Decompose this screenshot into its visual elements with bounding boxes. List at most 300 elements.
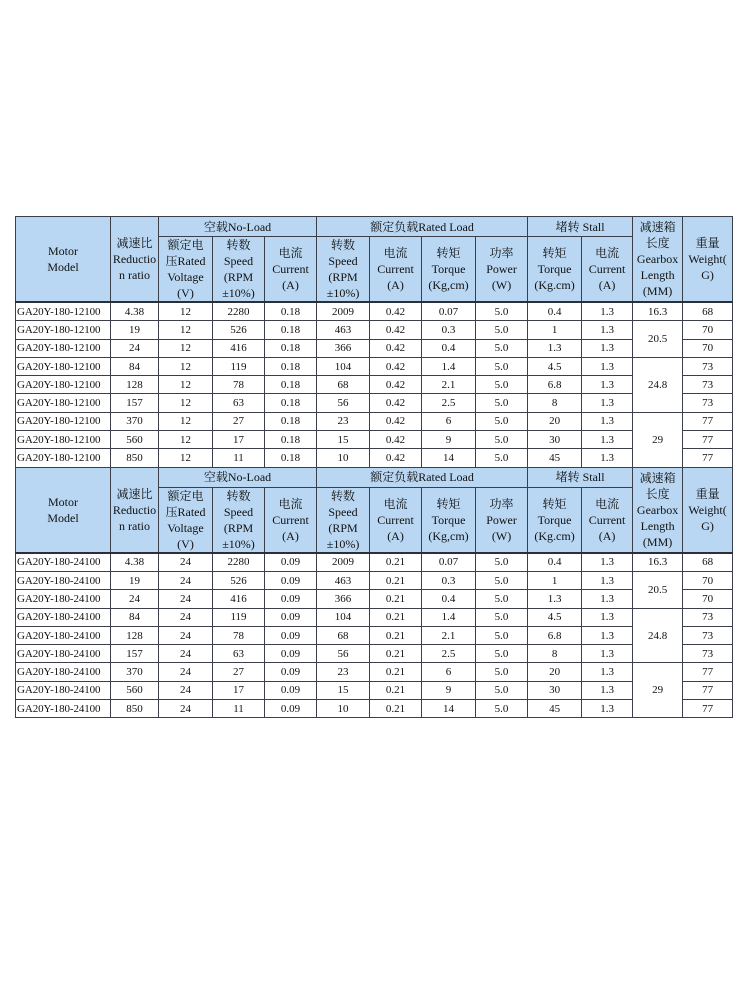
cell-rated-voltage: 24 <box>159 571 213 589</box>
col-header-rated-current <box>370 487 422 553</box>
col-header-reduction-ratio-line: Reductio <box>112 502 157 517</box>
cell-noload-speed: 119 <box>213 608 265 626</box>
cell-stall-torque: 4.5 <box>528 608 582 626</box>
cell-noload-current: 0.18 <box>265 339 317 357</box>
col-header-gearbox-length <box>633 467 683 553</box>
table-row <box>16 339 733 357</box>
col-header-stall-current-line: 电流 <box>595 246 620 260</box>
col-header-reduction-ratio <box>111 217 159 303</box>
motor-spec-table <box>15 216 733 718</box>
cell-rated-torque: 1.4 <box>422 357 476 375</box>
col-header-weight-line: 重量 <box>695 486 720 501</box>
cell-noload-speed: 63 <box>213 394 265 412</box>
col-header-rated-torque-line: Torque <box>431 262 466 276</box>
cell-rated-torque: 1.4 <box>422 608 476 626</box>
cell-rated-voltage: 24 <box>159 626 213 644</box>
cell-weight: 73 <box>683 608 733 626</box>
cell-weight: 73 <box>683 357 733 375</box>
col-header-weight-line: G) <box>701 518 714 533</box>
cell-rated-current: 0.42 <box>370 431 422 449</box>
col-header-gearbox-length <box>633 217 683 303</box>
cell-reduction-ratio: 4.38 <box>111 302 159 321</box>
group-header-stall: 堵转 Stall <box>528 217 633 237</box>
cell-rated-voltage: 12 <box>159 449 213 467</box>
col-header-reduction-ratio-line: n ratio <box>119 518 150 533</box>
cell-weight: 77 <box>683 449 733 467</box>
cell-rated-speed: 366 <box>317 590 370 608</box>
cell-reduction-ratio: 4.38 <box>111 553 159 572</box>
cell-rated-speed: 68 <box>317 376 370 394</box>
col-header-noload-current-line: Current <box>272 262 309 276</box>
cell-motor-model: GA20Y-180-12100 <box>16 357 111 375</box>
col-header-rated-speed <box>317 237 370 303</box>
cell-rated-speed: 15 <box>317 681 370 699</box>
cell-rated-power: 5.0 <box>476 590 528 608</box>
col-header-motor-model-line: Motor <box>48 494 78 509</box>
cell-reduction-ratio: 157 <box>111 394 159 412</box>
col-header-stall-current <box>582 237 633 303</box>
cell-rated-current: 0.42 <box>370 339 422 357</box>
col-header-motor-model-line: Model <box>47 260 79 274</box>
col-header-rated-power-line: 功率 <box>489 496 514 511</box>
col-header-reduction-ratio-line: Reductio <box>112 252 157 266</box>
cell-stall-current: 1.3 <box>582 663 633 681</box>
col-header-noload-speed-line: Speed <box>223 504 254 519</box>
group-header-rated-load: 额定负载Rated Load <box>317 467 528 487</box>
col-header-rated-torque-line: 转矩 <box>436 246 461 260</box>
cell-rated-torque: 14 <box>422 700 476 718</box>
cell-rated-power: 5.0 <box>476 553 528 572</box>
cell-gearbox-length: 20.5 <box>633 571 683 608</box>
col-header-rated-power-line: 功率 <box>489 246 514 260</box>
cell-noload-speed: 416 <box>213 339 265 357</box>
col-header-rated-voltage-line: Voltage <box>167 270 204 284</box>
cell-stall-current: 1.3 <box>582 571 633 589</box>
cell-stall-torque: 1 <box>528 321 582 339</box>
cell-stall-current: 1.3 <box>582 394 633 412</box>
table-row <box>16 645 733 663</box>
cell-stall-torque: 8 <box>528 394 582 412</box>
col-header-gearbox-length-line: (MM) <box>642 284 673 298</box>
cell-rated-current: 0.21 <box>370 626 422 644</box>
cell-stall-torque: 1.3 <box>528 339 582 357</box>
cell-stall-current: 1.3 <box>582 412 633 430</box>
cell-rated-current: 0.42 <box>370 376 422 394</box>
col-header-stall-torque-line: Torque <box>537 512 572 527</box>
col-header-reduction-ratio-line: 减速比 <box>116 236 153 250</box>
cell-motor-model: GA20Y-180-24100 <box>16 700 111 718</box>
col-header-stall-torque-line: 转矩 <box>542 496 567 511</box>
cell-rated-voltage: 12 <box>159 339 213 357</box>
cell-noload-speed: 78 <box>213 376 265 394</box>
col-header-rated-voltage-line: 压Rated <box>165 504 206 519</box>
col-header-rated-power-line: (W) <box>491 278 512 292</box>
col-header-gearbox-length-line: 长度 <box>645 486 670 501</box>
cell-reduction-ratio: 19 <box>111 571 159 589</box>
cell-rated-voltage: 12 <box>159 376 213 394</box>
cell-noload-speed: 526 <box>213 571 265 589</box>
cell-rated-power: 5.0 <box>476 681 528 699</box>
cell-rated-current: 0.21 <box>370 608 422 626</box>
cell-noload-current: 0.18 <box>265 449 317 467</box>
col-header-rated-voltage-line: 额定电 <box>167 238 204 252</box>
table-row <box>16 302 733 321</box>
cell-rated-speed: 56 <box>317 394 370 412</box>
cell-rated-torque: 0.4 <box>422 339 476 357</box>
header-group-row <box>16 217 733 237</box>
cell-rated-power: 5.0 <box>476 321 528 339</box>
col-header-noload-current <box>265 487 317 553</box>
col-header-stall-current-line: Current <box>588 262 626 276</box>
col-header-stall-torque-line: 转矩 <box>542 246 567 260</box>
cell-stall-torque: 45 <box>528 449 582 467</box>
cell-rated-current: 0.21 <box>370 645 422 663</box>
col-header-stall-current-line: (A) <box>598 278 616 292</box>
col-header-gearbox-length-line: (MM) <box>642 534 673 549</box>
cell-reduction-ratio: 560 <box>111 681 159 699</box>
cell-weight: 77 <box>683 681 733 699</box>
cell-motor-model: GA20Y-180-12100 <box>16 431 111 449</box>
col-header-noload-current-line: (A) <box>282 528 299 543</box>
col-header-rated-torque-line: 转矩 <box>436 496 461 511</box>
cell-noload-current: 0.09 <box>265 681 317 699</box>
cell-rated-voltage: 24 <box>159 553 213 572</box>
cell-rated-torque: 2.5 <box>422 394 476 412</box>
col-header-stall-current <box>582 487 633 553</box>
cell-rated-torque: 14 <box>422 449 476 467</box>
cell-rated-torque: 2.5 <box>422 645 476 663</box>
cell-noload-speed: 17 <box>213 431 265 449</box>
col-header-noload-current-line: (A) <box>282 278 299 292</box>
cell-rated-speed: 10 <box>317 700 370 718</box>
cell-reduction-ratio: 850 <box>111 449 159 467</box>
col-header-noload-current <box>265 237 317 303</box>
cell-rated-power: 5.0 <box>476 571 528 589</box>
col-header-noload-current-line: 电流 <box>278 246 303 260</box>
cell-rated-power: 5.0 <box>476 626 528 644</box>
col-header-rated-speed-line: (RPM <box>328 270 358 284</box>
cell-noload-current: 0.18 <box>265 431 317 449</box>
cell-weight: 73 <box>683 376 733 394</box>
cell-gearbox-length: 24.8 <box>633 357 683 412</box>
cell-rated-speed: 366 <box>317 339 370 357</box>
cell-motor-model: GA20Y-180-24100 <box>16 663 111 681</box>
col-header-reduction-ratio-line: 减速比 <box>116 486 153 501</box>
cell-rated-current: 0.42 <box>370 357 422 375</box>
table-row <box>16 321 733 339</box>
group-header-no-load: 空载No-Load <box>159 467 317 487</box>
col-header-stall-current-line: Current <box>588 512 626 527</box>
cell-motor-model: GA20Y-180-24100 <box>16 645 111 663</box>
cell-rated-power: 5.0 <box>476 376 528 394</box>
cell-noload-current: 0.09 <box>265 645 317 663</box>
cell-motor-model: GA20Y-180-12100 <box>16 339 111 357</box>
cell-stall-current: 1.3 <box>582 590 633 608</box>
cell-stall-current: 1.3 <box>582 321 633 339</box>
col-header-rated-torque-line: Torque <box>431 512 466 527</box>
cell-noload-current: 0.18 <box>265 394 317 412</box>
table-row <box>16 357 733 375</box>
cell-noload-current: 0.18 <box>265 412 317 430</box>
cell-noload-current: 0.09 <box>265 553 317 572</box>
col-header-stall-torque <box>528 237 582 303</box>
cell-stall-current: 1.3 <box>582 645 633 663</box>
col-header-rated-power-line: Power <box>486 262 517 276</box>
cell-gearbox-length: 29 <box>633 412 683 467</box>
col-header-noload-speed-line: 转数 <box>226 488 251 503</box>
cell-weight: 70 <box>683 571 733 589</box>
cell-reduction-ratio: 24 <box>111 590 159 608</box>
table-row <box>16 571 733 589</box>
cell-stall-torque: 30 <box>528 431 582 449</box>
table-row <box>16 626 733 644</box>
cell-motor-model: GA20Y-180-12100 <box>16 394 111 412</box>
col-header-noload-current-line: Current <box>272 512 309 527</box>
cell-stall-torque: 45 <box>528 700 582 718</box>
cell-reduction-ratio: 128 <box>111 626 159 644</box>
col-header-rated-voltage-line: (V) <box>177 536 194 551</box>
table-row <box>16 412 733 430</box>
cell-reduction-ratio: 84 <box>111 608 159 626</box>
col-header-stall-torque-line: (Kg.cm) <box>534 528 575 543</box>
cell-weight: 77 <box>683 412 733 430</box>
col-header-rated-torque <box>422 237 476 303</box>
cell-rated-voltage: 24 <box>159 681 213 699</box>
cell-rated-voltage: 24 <box>159 700 213 718</box>
cell-rated-speed: 23 <box>317 412 370 430</box>
cell-noload-speed: 63 <box>213 645 265 663</box>
cell-rated-speed: 23 <box>317 663 370 681</box>
col-header-motor-model <box>16 217 111 303</box>
cell-rated-power: 5.0 <box>476 394 528 412</box>
col-header-rated-speed-line: 转数 <box>331 488 356 503</box>
table-row <box>16 700 733 718</box>
col-header-noload-current-line: 电流 <box>278 496 303 511</box>
cell-stall-torque: 1.3 <box>528 590 582 608</box>
cell-reduction-ratio: 850 <box>111 700 159 718</box>
cell-rated-power: 5.0 <box>476 431 528 449</box>
col-header-reduction-ratio-line: n ratio <box>119 268 150 282</box>
cell-noload-current: 0.18 <box>265 357 317 375</box>
col-header-noload-speed <box>213 487 265 553</box>
cell-stall-torque: 20 <box>528 412 582 430</box>
col-header-weight-line: G) <box>701 268 714 282</box>
cell-stall-torque: 6.8 <box>528 376 582 394</box>
cell-rated-speed: 104 <box>317 608 370 626</box>
cell-rated-torque: 0.3 <box>422 571 476 589</box>
cell-rated-voltage: 24 <box>159 645 213 663</box>
cell-stall-current: 1.3 <box>582 700 633 718</box>
cell-rated-power: 5.0 <box>476 449 528 467</box>
cell-weight: 73 <box>683 394 733 412</box>
group-header-stall: 堵转 Stall <box>528 467 633 487</box>
cell-rated-speed: 463 <box>317 321 370 339</box>
cell-stall-current: 1.3 <box>582 626 633 644</box>
cell-rated-torque: 0.07 <box>422 302 476 321</box>
header-group-row <box>16 467 733 487</box>
cell-rated-current: 0.42 <box>370 302 422 321</box>
table-row <box>16 431 733 449</box>
cell-motor-model: GA20Y-180-12100 <box>16 449 111 467</box>
col-header-gearbox-length-line: Gearbox <box>636 502 679 517</box>
cell-rated-power: 5.0 <box>476 663 528 681</box>
col-header-rated-speed-line: ±10%) <box>326 286 360 300</box>
col-header-rated-current-line: 电流 <box>383 246 408 260</box>
cell-weight: 73 <box>683 626 733 644</box>
cell-stall-torque: 6.8 <box>528 626 582 644</box>
table-row <box>16 590 733 608</box>
cell-stall-current: 1.3 <box>582 339 633 357</box>
cell-noload-speed: 526 <box>213 321 265 339</box>
col-header-noload-speed-line: (RPM <box>223 270 254 284</box>
cell-rated-current: 0.42 <box>370 449 422 467</box>
cell-stall-current: 1.3 <box>582 357 633 375</box>
cell-rated-torque: 2.1 <box>422 376 476 394</box>
col-header-weight-line: 重量 <box>695 236 720 250</box>
col-header-rated-speed-line: 转数 <box>331 238 356 252</box>
col-header-rated-current-line: Current <box>377 512 414 527</box>
cell-stall-torque: 30 <box>528 681 582 699</box>
col-header-gearbox-length-line: 减速箱 <box>639 470 676 485</box>
cell-reduction-ratio: 84 <box>111 357 159 375</box>
col-header-rated-speed-line: Speed <box>328 254 358 268</box>
cell-rated-power: 5.0 <box>476 412 528 430</box>
col-header-rated-torque-line: (Kg,cm) <box>428 528 469 543</box>
cell-rated-current: 0.21 <box>370 700 422 718</box>
cell-rated-voltage: 12 <box>159 431 213 449</box>
col-header-noload-speed-line: Speed <box>223 254 254 268</box>
cell-rated-voltage: 12 <box>159 302 213 321</box>
cell-stall-current: 1.3 <box>582 302 633 321</box>
cell-stall-torque: 4.5 <box>528 357 582 375</box>
col-header-weight <box>683 217 733 303</box>
cell-rated-voltage: 24 <box>159 663 213 681</box>
cell-motor-model: GA20Y-180-24100 <box>16 681 111 699</box>
cell-noload-speed: 27 <box>213 663 265 681</box>
col-header-stall-torque-line: (Kg.cm) <box>534 278 575 292</box>
cell-stall-current: 1.3 <box>582 376 633 394</box>
col-header-rated-torque <box>422 487 476 553</box>
cell-weight: 77 <box>683 663 733 681</box>
cell-stall-torque: 0.4 <box>528 302 582 321</box>
cell-motor-model: GA20Y-180-24100 <box>16 626 111 644</box>
col-header-rated-speed-line: Speed <box>328 504 358 519</box>
cell-noload-speed: 416 <box>213 590 265 608</box>
col-header-rated-power <box>476 237 528 303</box>
table-row <box>16 663 733 681</box>
cell-rated-current: 0.21 <box>370 681 422 699</box>
col-header-rated-power-line: (W) <box>491 528 512 543</box>
col-header-rated-speed-line: ±10%) <box>326 536 360 551</box>
col-header-stall-current-line: (A) <box>598 528 616 543</box>
cell-rated-voltage: 12 <box>159 412 213 430</box>
cell-gearbox-length: 24.8 <box>633 608 683 663</box>
col-header-reduction-ratio <box>111 467 159 553</box>
col-header-rated-voltage <box>159 487 213 553</box>
cell-rated-torque: 6 <box>422 412 476 430</box>
col-header-noload-speed <box>213 237 265 303</box>
cell-weight: 68 <box>683 553 733 572</box>
table-row <box>16 553 733 572</box>
table-row <box>16 376 733 394</box>
cell-weight: 70 <box>683 339 733 357</box>
cell-rated-speed: 10 <box>317 449 370 467</box>
cell-reduction-ratio: 370 <box>111 412 159 430</box>
cell-motor-model: GA20Y-180-12100 <box>16 412 111 430</box>
cell-rated-speed: 463 <box>317 571 370 589</box>
cell-rated-power: 5.0 <box>476 645 528 663</box>
cell-rated-power: 5.0 <box>476 700 528 718</box>
col-header-motor-model-line: Model <box>47 510 79 525</box>
cell-noload-current: 0.18 <box>265 321 317 339</box>
cell-rated-torque: 6 <box>422 663 476 681</box>
col-header-stall-torque <box>528 487 582 553</box>
cell-motor-model: GA20Y-180-12100 <box>16 376 111 394</box>
cell-stall-torque: 8 <box>528 645 582 663</box>
col-header-rated-power <box>476 487 528 553</box>
cell-motor-model: GA20Y-180-12100 <box>16 321 111 339</box>
col-header-rated-voltage-line: Voltage <box>167 520 204 535</box>
cell-motor-model: GA20Y-180-24100 <box>16 553 111 572</box>
cell-motor-model: GA20Y-180-12100 <box>16 302 111 321</box>
cell-rated-torque: 9 <box>422 431 476 449</box>
cell-rated-voltage: 24 <box>159 608 213 626</box>
table-row <box>16 681 733 699</box>
cell-rated-speed: 2009 <box>317 302 370 321</box>
cell-noload-current: 0.09 <box>265 700 317 718</box>
cell-gearbox-length: 20.5 <box>633 321 683 358</box>
cell-gearbox-length: 16.3 <box>633 553 683 572</box>
col-header-noload-speed-line: ±10%) <box>222 286 255 300</box>
col-header-gearbox-length-line: 减速箱 <box>639 220 676 234</box>
cell-rated-voltage: 12 <box>159 394 213 412</box>
cell-rated-current: 0.21 <box>370 553 422 572</box>
col-header-rated-torque-line: (Kg,cm) <box>428 278 469 292</box>
cell-noload-current: 0.18 <box>265 302 317 321</box>
cell-noload-speed: 2280 <box>213 302 265 321</box>
col-header-rated-voltage-line: 压Rated <box>165 254 206 268</box>
cell-stall-current: 1.3 <box>582 449 633 467</box>
cell-rated-current: 0.21 <box>370 571 422 589</box>
cell-rated-torque: 9 <box>422 681 476 699</box>
group-header-no-load: 空载No-Load <box>159 217 317 237</box>
cell-motor-model: GA20Y-180-24100 <box>16 608 111 626</box>
cell-weight: 68 <box>683 302 733 321</box>
col-header-gearbox-length-line: Gearbox <box>636 252 679 266</box>
cell-noload-current: 0.09 <box>265 608 317 626</box>
cell-rated-torque: 0.3 <box>422 321 476 339</box>
col-header-noload-speed-line: (RPM <box>223 520 254 535</box>
cell-rated-voltage: 12 <box>159 321 213 339</box>
col-header-weight-line: Weight( <box>688 252 727 266</box>
group-header-rated-load: 额定负载Rated Load <box>317 217 528 237</box>
cell-weight: 77 <box>683 431 733 449</box>
cell-noload-speed: 11 <box>213 449 265 467</box>
col-header-stall-torque-line: Torque <box>537 262 572 276</box>
col-header-gearbox-length-line: Length <box>640 268 675 282</box>
col-header-gearbox-length-line: 长度 <box>645 236 670 250</box>
cell-weight: 70 <box>683 321 733 339</box>
col-header-noload-speed-line: ±10%) <box>222 536 255 551</box>
cell-motor-model: GA20Y-180-24100 <box>16 590 111 608</box>
cell-stall-current: 1.3 <box>582 681 633 699</box>
cell-rated-current: 0.42 <box>370 412 422 430</box>
col-header-rated-voltage-line: (V) <box>177 286 194 300</box>
col-header-rated-power-line: Power <box>486 512 517 527</box>
cell-noload-current: 0.09 <box>265 590 317 608</box>
cell-noload-current: 0.09 <box>265 626 317 644</box>
cell-rated-torque: 0.4 <box>422 590 476 608</box>
